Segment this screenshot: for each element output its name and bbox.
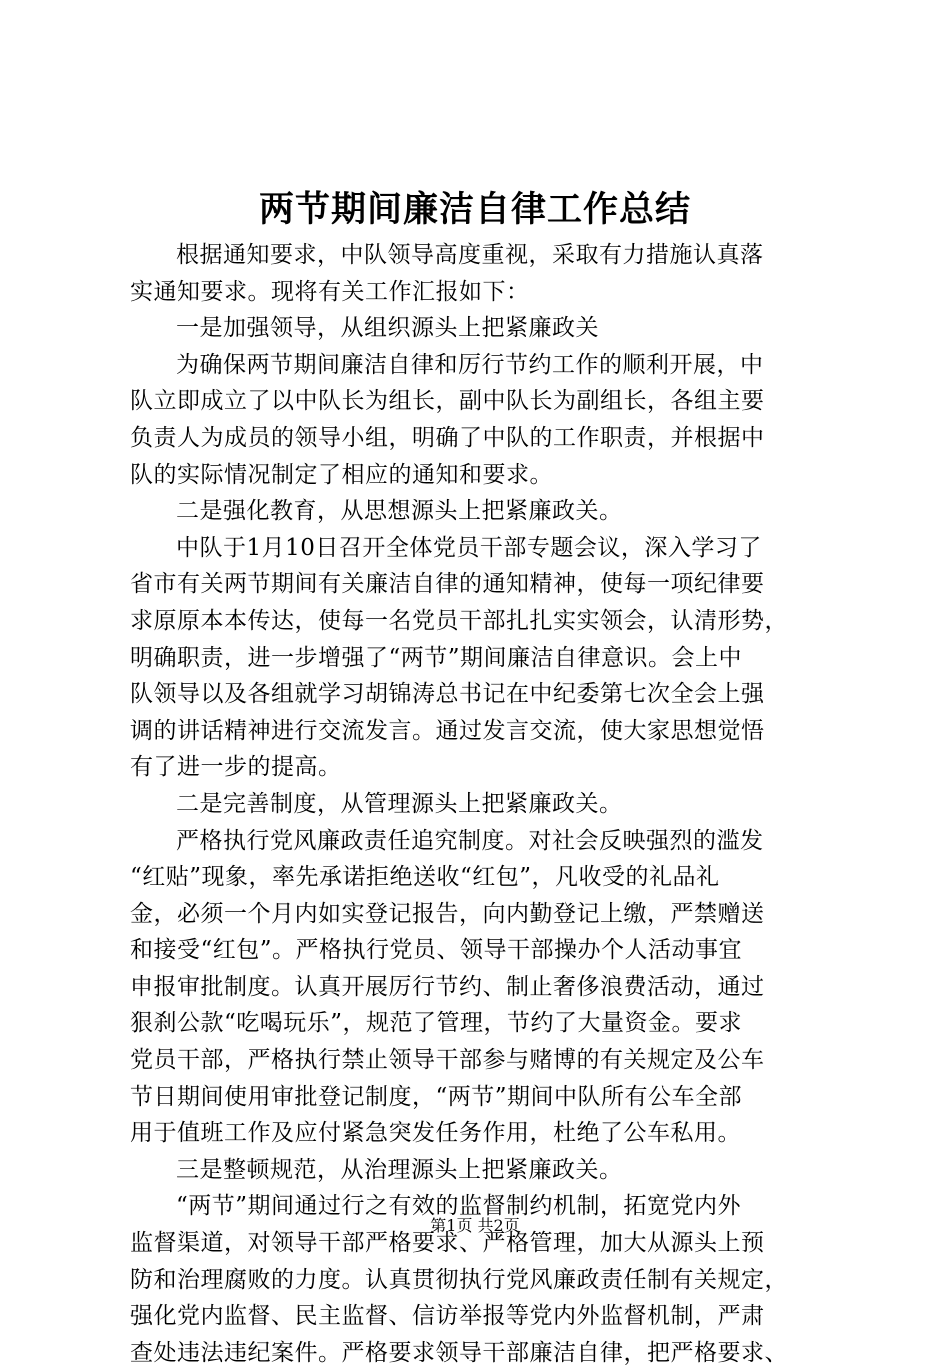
text-line: “红贴”现象，率先承诺拒绝送收“红包”，凡收受的礼品礼 bbox=[130, 864, 720, 891]
text-line: 和接受“红包”。严格执行党员、领导干部操办个人活动事宜 bbox=[130, 937, 743, 964]
text-line: 严格执行党风廉政责任追究制度。对社会反映强烈的滥发 bbox=[176, 827, 764, 854]
text-line: 省市有关两节期间有关廉洁自律的通知精神，使每一项纪律要 bbox=[130, 571, 765, 598]
text-line: 三是整顿规范，从治理源头上把紧廉政关。 bbox=[176, 1156, 623, 1183]
text-line: 强化党内监督、民主监督、信访举报等党内外监督机制，严肃 bbox=[130, 1303, 765, 1330]
document-title: 两节期间廉洁自律工作总结 bbox=[258, 189, 691, 230]
text-line: 有了进一步的提高。 bbox=[130, 754, 342, 781]
text-line: 中队于1月10日召开全体党员干部专题会议，深入学习了 bbox=[176, 534, 762, 561]
text-line: 队的实际情况制定了相应的通知和要求。 bbox=[130, 461, 553, 488]
text-line: 实通知要求。现将有关工作汇报如下： bbox=[130, 278, 530, 305]
text-line: 监督渠道，对领导干部严格要求、严格管理，加大从源头上预 bbox=[130, 1230, 765, 1257]
text-line: 明确职责，进一步增强了“两节”期间廉洁自律意识。会上中 bbox=[130, 644, 743, 671]
text-line: 防和治理腐败的力度。认真贯彻执行党风廉政责任制有关规定， bbox=[130, 1266, 788, 1293]
text-line: “两节”期间通过行之有效的监督制约机制，拓宽党内外 bbox=[176, 1193, 742, 1220]
text-line: 二是强化教育，从思想源头上把紧廉政关。 bbox=[176, 498, 623, 525]
document-body bbox=[130, 237, 830, 1371]
text-line: 金，必须一个月内如实登记报告，向内勤登记上缴，严禁赠送 bbox=[130, 900, 765, 927]
text-line: 查处违法违纪案件。严格要求领导干部廉洁自律，把严格要求、 bbox=[130, 1339, 788, 1366]
text-line: 一是加强领导，从组织源头上把紧廉政关 bbox=[176, 315, 599, 342]
text-line: 节日期间使用审批登记制度，“两节”期间中队所有公车全部 bbox=[130, 1083, 743, 1110]
text-line: 申报审批制度。认真开展厉行节约、制止奢侈浪费活动，通过 bbox=[130, 973, 765, 1000]
text-line: 调的讲话精神进行交流发言。通过发言交流，使大家思想觉悟 bbox=[130, 717, 765, 744]
text-line: 党员干部，严格执行禁止领导干部参与赌博的有关规定及公车 bbox=[130, 1047, 765, 1074]
text-line: 二是完善制度，从管理源头上把紧廉政关。 bbox=[176, 790, 623, 817]
text-line: 狠刹公款“吃喝玩乐”，规范了管理，节约了大量资金。要求 bbox=[130, 1010, 743, 1037]
text-line: 用于值班工作及应付紧急突发任务作用，杜绝了公车私用。 bbox=[130, 1120, 741, 1147]
text-line: 队立即成立了以中队长为组长，副中队长为副组长，各组主要 bbox=[130, 388, 765, 415]
text-line: 根据通知要求，中队领导高度重视，采取有力措施认真落 bbox=[176, 242, 764, 268]
text-line: 为确保两节期间廉洁自律和厉行节约工作的顺利开展，中 bbox=[176, 351, 764, 378]
text-line: 队领导以及各组就学习胡锦涛总书记在中纪委第七次全会上强 bbox=[130, 681, 765, 708]
text-line: 求原原本本传达，使每一名党员干部扎扎实实领会，认清形势， bbox=[130, 607, 788, 634]
page-footer: 第1页 共2页 bbox=[430, 1216, 520, 1235]
text-line: 负责人为成员的领导小组，明确了中队的工作职责，并根据中 bbox=[130, 424, 765, 451]
